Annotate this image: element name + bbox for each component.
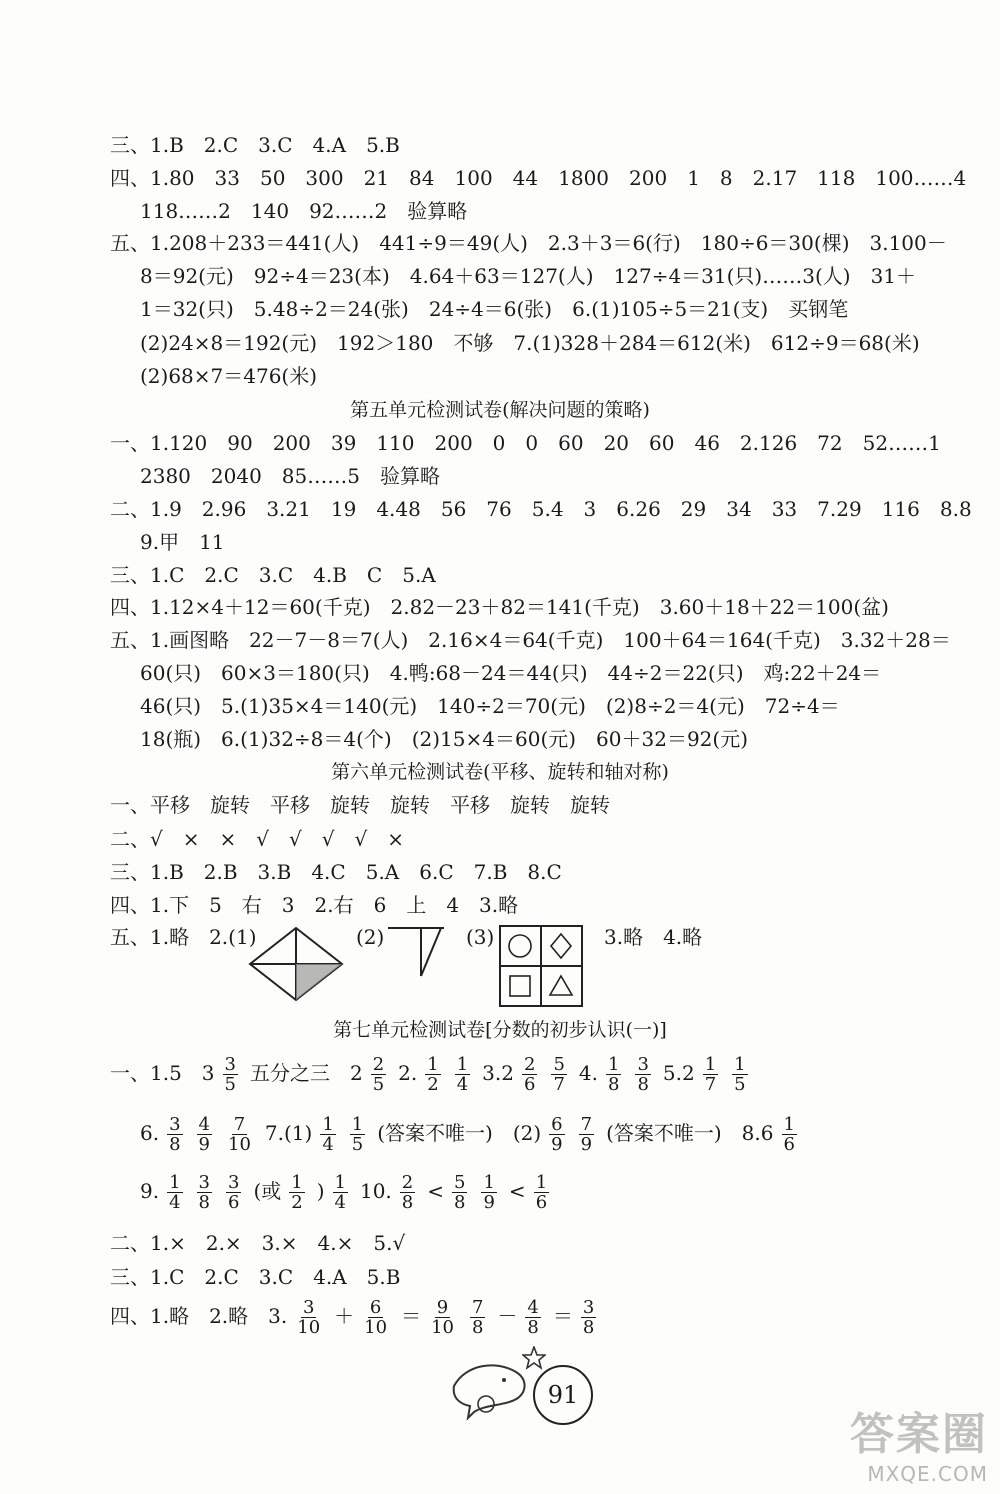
text-segment: ＋ <box>334 1304 355 1328</box>
text-segment: (或 <box>253 1179 282 1203</box>
answer-line: 四、1.80 33 50 300 21 84 100 44 1800 200 1 8 2.17 118 100……4 <box>110 166 967 190</box>
text-segment: 2. <box>398 1061 418 1085</box>
unit7-q2 <box>110 1228 405 1258</box>
shape-grid-figure <box>498 924 584 1008</box>
fraction: $\frac{3}{8}$ <box>637 1054 649 1095</box>
unit7-q4 <box>110 1298 608 1337</box>
section-heading: 第七单元检测试卷[分数的初步认识(一)] <box>333 1019 667 1041</box>
answer-line: 118……2 140 92……2 验算略 <box>140 199 468 223</box>
fraction: $\frac{3}{8}$ <box>198 1172 210 1213</box>
text-segment: 5.2 <box>662 1061 695 1085</box>
answer-line: 三、1.C 2.C 3.C 4.A 5.B <box>110 1265 401 1289</box>
answer-line: 8＝92(元) 92÷4＝23(本) 4.64＋63＝127(人) 127÷4＝31(只)……3(人) 31＋ <box>140 264 917 288</box>
unit7-q1 <box>110 1055 760 1094</box>
text-segment: 3.2 <box>482 1061 514 1085</box>
fraction: $\frac{1}{6}$ <box>783 1114 795 1155</box>
answer-line: 9.甲 11 <box>140 530 225 554</box>
answer-line: 二、√ × × √ √ √ √ × <box>110 827 404 851</box>
text-segment: (答案不唯一) (2) <box>377 1121 542 1145</box>
answer-line: 46(只) 5.(1)35×4＝140(元) 140÷2＝70(元) (2)8÷2＝4(元) 72÷4＝ <box>140 694 840 718</box>
section-heading: 第五单元检测试卷(解决问题的策略) <box>350 399 650 421</box>
q5-p3-label: (3) <box>466 925 495 949</box>
fraction: $\frac{3}{10}$ <box>297 1297 321 1338</box>
unit7-q2-text: 二、1.× 2.× 3.× 4.× 5.√ <box>110 1231 406 1255</box>
text-segment: 6. <box>140 1121 160 1145</box>
circle-icon <box>509 935 531 957</box>
text-segment: 一、1.5 3 <box>110 1061 215 1085</box>
fraction: $\frac{1}{5}$ <box>734 1054 746 1095</box>
q5-tail-text: 3.略 4.略 <box>604 925 703 949</box>
fraction: $\frac{4}{8}$ <box>527 1297 539 1338</box>
answer-line: (2)68×7＝476(米) <box>140 364 318 388</box>
answer-line: 三、1.B 2.C 3.C 4.A 5.B <box>110 133 400 157</box>
answer-line: 18(瓶) 6.(1)32÷8＝4(个) (2)15×4＝60(元) 60＋32＝92(元) <box>140 727 748 751</box>
fraction: $\frac{9}{10}$ <box>431 1297 454 1338</box>
fraction: $\frac{3}{8}$ <box>169 1114 181 1155</box>
answer-line: 一、平移 旋转 平移 旋转 旋转 平移 旋转 旋转 <box>110 793 610 817</box>
watermark-url: MXQE.COM <box>867 1462 988 1486</box>
fraction: $\frac{5}{8}$ <box>454 1172 466 1213</box>
text-segment: ) <box>316 1179 325 1203</box>
fraction: $\frac{6}{10}$ <box>364 1297 388 1338</box>
answer-line: 五、1.画图略 22－7－8＝7(人) 2.16×4＝64(千克) 100＋64＝164(千克) 3.32＋28＝ <box>110 628 951 652</box>
fraction: $\frac{1}{7}$ <box>704 1054 717 1095</box>
fraction: $\frac{6}{9}$ <box>551 1114 563 1155</box>
section-heading: 第六单元检测试卷(平移、旋转和轴对称) <box>331 761 669 783</box>
diamond-icon <box>551 934 571 958</box>
fraction: $\frac{3}{5}$ <box>224 1054 236 1095</box>
fraction: $\frac{1}{2}$ <box>291 1172 303 1213</box>
q5-p2-label: (2) <box>356 925 385 949</box>
text-segment: ＝ <box>552 1304 573 1328</box>
text-segment: 10. <box>359 1179 392 1203</box>
fraction: $\frac{1}{4}$ <box>322 1114 334 1155</box>
answer-line: 1＝32(只) 5.48÷2＝24(张) 24÷4＝6(张) 6.(1)105÷5＝21(支) 买钢笔 <box>140 297 849 321</box>
text-segment: 4. <box>578 1061 598 1085</box>
q5-lead-text: 五、1.略 2.(1) <box>110 925 257 949</box>
text-segment: < <box>427 1179 445 1203</box>
fraction: $\frac{5}{7}$ <box>553 1054 565 1095</box>
text-segment: 五分之三 2 <box>249 1061 363 1085</box>
fraction: $\frac{1}{5}$ <box>351 1114 364 1155</box>
fraction: $\frac{3}{8}$ <box>582 1297 595 1338</box>
text-segment: 9. <box>140 1179 160 1203</box>
answer-line: 五、1.208＋233＝441(人) 441÷9＝49(人) 2.3＋3＝6(行) 180÷6＝30(棵) 3.100－ <box>110 231 947 255</box>
answer-line: 四、1.12×4＋12＝60(千克) 2.82－23＋82＝141(千克) 3.60＋18＋22＝100(盆) <box>110 595 889 619</box>
fraction: $\frac{7}{9}$ <box>580 1114 593 1155</box>
text-segment: 7.(1) <box>264 1121 313 1145</box>
diamond-figure <box>248 926 344 1002</box>
answer-line: 三、1.C 2.C 3.C 4.B C 5.A <box>110 563 436 587</box>
fraction: $\frac{1}{4}$ <box>334 1172 346 1213</box>
answer-line: 二、1.9 2.96 3.21 19 4.48 56 76 5.4 3 6.26 29 34 33 7.29 116 8.8 <box>110 497 972 521</box>
answer-line: 四、1.下 5 右 3 2.右 6 上 4 3.略 <box>110 893 519 917</box>
fraction: $\frac{1}{6}$ <box>535 1172 548 1213</box>
answer-line: 三、1.B 2.B 3.B 4.C 5.A 6.C 7.B 8.C <box>110 860 562 884</box>
fraction: $\frac{2}{5}$ <box>372 1054 385 1095</box>
fraction: $\frac{7}{10}$ <box>228 1114 251 1155</box>
triangle-icon <box>550 976 572 995</box>
text-segment: < <box>508 1179 526 1203</box>
fraction: $\frac{1}{2}$ <box>427 1054 439 1095</box>
text-segment: (答案不唯一) 8.6 <box>606 1121 774 1145</box>
unit6-q5-p2 <box>356 922 384 952</box>
watermark-logo: 答案圈 <box>850 1409 988 1460</box>
fraction: $\frac{3}{6}$ <box>228 1172 240 1213</box>
text-segment: ＝ <box>401 1304 422 1328</box>
fraction: $\frac{1}{4}$ <box>169 1172 181 1213</box>
unit6-q5-lead <box>110 922 257 952</box>
fraction: $\frac{1}{4}$ <box>456 1054 469 1095</box>
answer-line: (2)24×8＝192(元) 192＞180 不够 7.(1)328＋284＝612(米) 612÷9＝68(米) <box>140 331 920 355</box>
star-icon <box>522 1346 546 1370</box>
fraction: $\frac{2}{6}$ <box>523 1054 536 1095</box>
fraction: $\frac{7}{8}$ <box>471 1297 484 1338</box>
fraction: $\frac{1}{8}$ <box>607 1054 620 1095</box>
unit6-q5-tail <box>604 922 702 952</box>
fraction: $\frac{4}{9}$ <box>198 1114 210 1155</box>
watermark <box>850 1398 988 1486</box>
unit6-q5-p3 <box>466 922 494 952</box>
fraction: $\frac{2}{8}$ <box>401 1172 414 1213</box>
answer-line: 一、1.120 90 200 39 110 200 0 0 60 20 60 46 2.126 72 52……1 <box>110 431 941 455</box>
text-segment: － <box>497 1304 518 1328</box>
unit7-q1-cont <box>140 1115 809 1154</box>
answer-line: 60(只) 60×3＝180(只) 4.鸭:68－24＝44(只) 44÷2＝22(只) 鸡:22＋24＝ <box>140 661 882 685</box>
fraction: $\frac{1}{9}$ <box>483 1172 495 1213</box>
text-segment: 四、1.略 2.略 3. <box>110 1304 288 1328</box>
page-number: 91 <box>533 1365 593 1425</box>
triangle-figure <box>386 926 446 978</box>
square-icon <box>510 976 530 996</box>
unit7-q1-cont2 <box>140 1173 561 1212</box>
answer-line: 2380 2040 85……5 验算略 <box>140 464 440 488</box>
